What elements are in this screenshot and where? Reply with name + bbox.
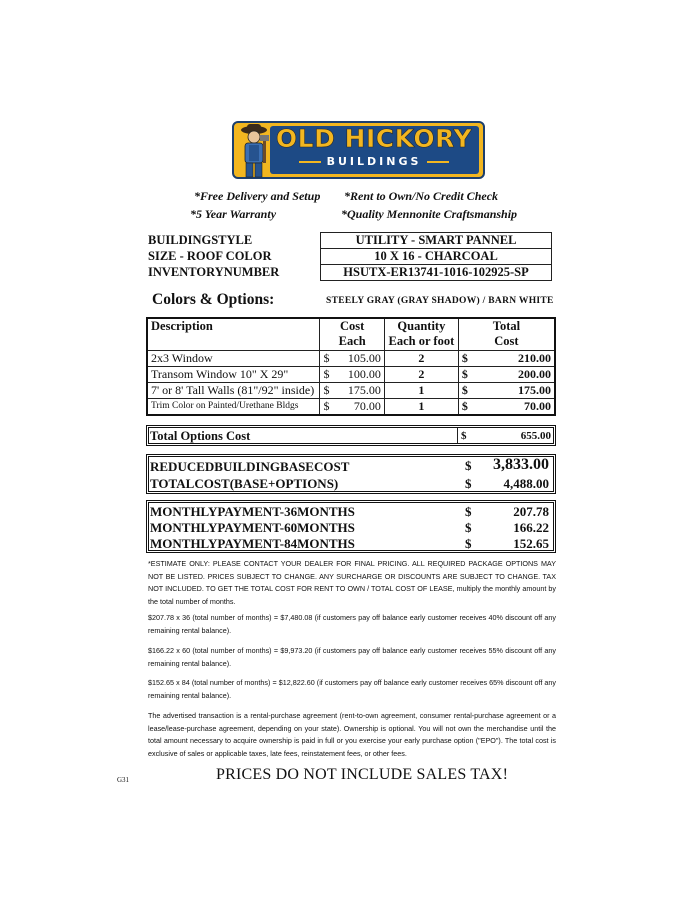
row-total (458, 398, 555, 415)
disclaimer-36-months: $207.78 x 36 (total number of months) = $7,480.08 (if customers pay off balance early customer receives 40% discount off any remaining rental balance). (148, 613, 556, 635)
size-roof-color-label: SIZE - ROOF COLOR (148, 249, 272, 263)
row-total (458, 382, 555, 398)
reduced-base-cost-label: REDUCEDBUILDINGBASECOST (150, 459, 350, 474)
row-cost (320, 366, 384, 382)
header-cost: Cost (320, 318, 384, 334)
inventory-number-label: INVENTORYNUMBER (148, 265, 280, 279)
logo-title: OLD HICKORY (275, 124, 473, 153)
cost-value: 175.00 (347, 382, 381, 397)
disclaimer-84-months: $152.65 x 84 (total number of months) = $12,822.60 (if customers pay off balance early customer receives 65% discount off any remaining rental balance). (148, 678, 556, 700)
table-row (147, 382, 555, 398)
currency-symbol: $ (461, 398, 468, 413)
feature-free-delivery: *Free Delivery and Setup (194, 189, 321, 203)
cost-value: 70.00 (353, 398, 381, 413)
currency-symbol: $ (461, 350, 468, 365)
monthly-36-label: MONTHLYPAYMENT-36MONTHS (150, 504, 355, 519)
total-value: 70.00 (524, 398, 551, 413)
table-row (147, 398, 555, 415)
currency-symbol: $ (323, 382, 330, 397)
cost-value: 105.00 (347, 350, 381, 365)
currency-symbol: $ (461, 382, 468, 397)
monthly-36-currency: $ (465, 504, 472, 519)
monthly-84-value: 152.65 (513, 536, 549, 551)
table-row (147, 366, 555, 382)
row-cost (320, 382, 384, 398)
row-cost (320, 350, 384, 366)
building-style-label: BUILDINGSTYLE (148, 233, 253, 247)
monthly-36-value: 207.78 (513, 504, 549, 519)
total-options-currency: $ (461, 430, 467, 442)
cost-value: 100.00 (347, 366, 381, 381)
reduced-base-cost-currency: $ (465, 458, 472, 473)
reduced-base-cost-value: 3,833.00 (493, 456, 549, 473)
disclaimer-estimate: *ESTIMATE ONLY: PLEASE CONTACT YOUR DEALER FOR FINAL PRICING. ALL REQUIRED PACKAGE OPTIONS MAY NOT BE LISTED. PRICES SUBJECT TO CHANGE. ANY SURCHARGE OR DISCOUNTS ARE SUBJECT TO CHANGE. TAX NOT INCLUDED. TO GET THE TOTAL COST FOR RENT TO OWN / TOTAL COST OF LEASE, multiply the monthly amount by the total number of months. (148, 559, 556, 606)
row-description: 7' or 8' Tall Walls (81"/92" inside) (147, 382, 320, 398)
disclaimer-rental-purchase: The advertised transaction is a rental-purchase agreement (rent-to-own agreement, consumer rental-purchase agreement or a lease/lease-purchase agreement, depending on your state). Ownership is optional. You will not own the merchandise until the total amount necessary to acquire ownership is paid in full or you exercise your early purchase option ("EPO"). The total cost is exclusive of sales or applicable taxes, late fees, reinstatement fees, or other fees. (148, 711, 556, 758)
logo-subtitle (274, 154, 474, 170)
total-options-divider (457, 428, 458, 443)
total-value: 210.00 (518, 350, 551, 365)
feature-craftsmanship: *Quality Mennonite Craftsmanship (341, 207, 518, 221)
header-each-or-foot: Each or foot (384, 334, 458, 350)
currency-symbol: $ (323, 350, 330, 365)
colors-options-value: STEELY GRAY (GRAY SHADOW) / BARN WHITE (326, 296, 554, 306)
row-quantity: 2 (384, 350, 458, 366)
row-description: 2x3 Window (147, 350, 320, 366)
header-cost-2: Cost (458, 334, 555, 350)
disclaimer-60-months: $166.22 x 60 (total number of months) = $9,973.20 (if customers pay off balance early customer receives 55% discount off any remaining rental balance). (148, 646, 556, 668)
total-value: 200.00 (518, 366, 551, 381)
builder-mascot-icon (232, 121, 276, 179)
table-row (147, 350, 555, 366)
header-quantity: Quantity (384, 318, 458, 334)
row-quantity: 1 (384, 398, 458, 415)
feature-rent-to-own: *Rent to Own/No Credit Check (344, 189, 499, 203)
page-code: G31 (117, 776, 130, 784)
monthly-84-currency: $ (465, 536, 472, 551)
logo-subtitle-text: BUILDINGS (326, 155, 422, 168)
options-table-header (147, 318, 555, 334)
total-cost-currency: $ (465, 476, 472, 491)
row-total (458, 366, 555, 382)
total-options-label: Total Options Cost (150, 429, 251, 443)
header-description-blank (147, 334, 320, 350)
currency-symbol: $ (461, 366, 468, 381)
header-each: Each (320, 334, 384, 350)
old-hickory-logo (232, 121, 485, 179)
header-total: Total (458, 318, 555, 334)
row-quantity: 2 (384, 366, 458, 382)
size-roof-color-value: 10 X 16 - CHARCOAL (320, 248, 552, 265)
monthly-60-currency: $ (465, 520, 472, 535)
building-style-value: UTILITY - SMART PANNEL (320, 232, 552, 249)
total-cost-value: 4,488.00 (503, 476, 549, 491)
colors-options-title: Colors & Options: (152, 291, 275, 308)
monthly-84-label: MONTHLYPAYMENT-84MONTHS (150, 536, 355, 551)
inventory-number-value: HSUTX-ER13741-1016-102925-SP (320, 264, 552, 281)
options-table (146, 317, 556, 416)
total-value: 175.00 (518, 382, 551, 397)
sales-tax-notice: PRICES DO NOT INCLUDE SALES TAX! (216, 766, 509, 783)
currency-symbol: $ (323, 366, 330, 381)
monthly-60-value: 166.22 (513, 520, 549, 535)
row-cost (320, 398, 384, 415)
row-total (458, 350, 555, 366)
currency-symbol: $ (323, 398, 330, 413)
row-description: Trim Color on Painted/Urethane Bldgs (147, 398, 320, 415)
header-description: Description (147, 318, 320, 334)
options-table-subheader (147, 334, 555, 350)
feature-warranty: *5 Year Warranty (190, 207, 277, 221)
monthly-60-label: MONTHLYPAYMENT-60MONTHS (150, 520, 355, 535)
row-description: Transom Window 10" X 29" (147, 366, 320, 382)
total-options-value: 655.00 (520, 430, 551, 442)
total-cost-label: TOTALCOST(BASE+OPTIONS) (150, 476, 339, 491)
row-quantity: 1 (384, 382, 458, 398)
